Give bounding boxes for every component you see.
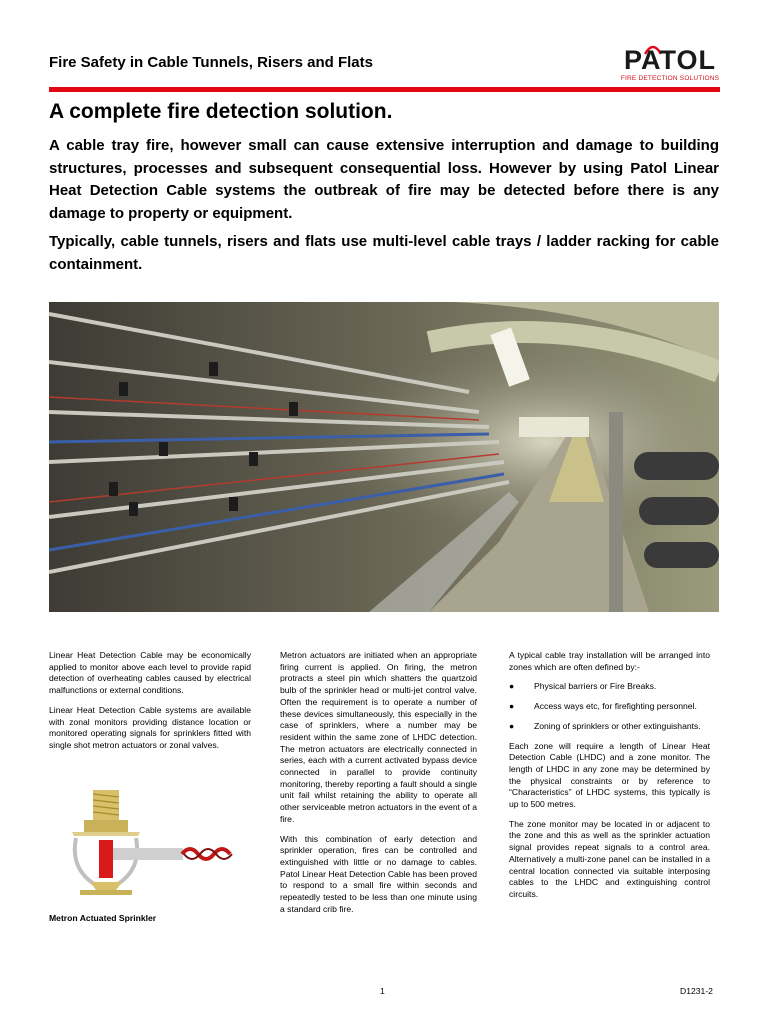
body-paragraph: Linear Heat Detection Cable may be economically applied to monitor above each level to provide rapid detection of overheating cables caused by electrical malfunctions or external conditions. — [49, 650, 251, 696]
figure-caption: Metron Actuated Sprinkler — [49, 913, 157, 923]
header-rule — [49, 87, 720, 92]
page-heading: A complete fire detection solution. — [49, 100, 393, 123]
body-paragraph: With this combination of early detection and sprinkler operation, fires can be controlled and extinguished with little or no damage to cables. Patol Linear Heat Detection Cable has been proved to respond to a small fire within seconds and repeatedly tested to be less than one minute using a standard crib fire. — [280, 833, 477, 914]
column-2 — [280, 650, 477, 923]
column-1 — [49, 650, 251, 760]
patol-logo — [618, 45, 722, 85]
body-paragraph: Metron actuators are initiated when an appropriate firing current is applied. On firing, the metron protracts a steel pin which shatters the quartzoid bulb of the sprinkler head or multi-jet control valve. Often the requirement is to operate a number of these devices simultaneously, this especially in the case of sprinklers, where a number may be resident within the same zone of LHDC detection. The metron actuators are electrically connected in series, each with a current activated bypass device connected in parallel to provide continuity monitoring, thereby reporting a fault should a single unit fail whilst retaining the ability to operate all other serviceable metron actuators in the event of a fire. — [280, 650, 477, 824]
intro-paragraph: Typically, cable tunnels, risers and flats use multi-level cable trays / ladder racking for cable containment. — [49, 233, 719, 273]
logo-wordmark: PATOL — [624, 45, 716, 75]
bullet-icon: ● — [509, 701, 515, 712]
bullet-icon: ● — [509, 720, 515, 731]
list-item: ● Zoning of sprinklers or other extinguishants. — [509, 720, 701, 731]
intro-text — [49, 135, 719, 282]
list-item: ● Access ways etc, for firefighting personnel. — [509, 701, 697, 712]
logo-tagline: FIRE DETECTION SOLUTIONS — [620, 75, 720, 82]
intro-paragraph: A cable tray fire, however small can cause extensive interruption and damage to building structures, processes and subsequent consequential loss. However by using Patol Linear Heat Detection Cable systems the outbreak of fire may be detected before there is any damage to property or equipment. — [49, 137, 719, 222]
document-title: Fire Safety in Cable Tunnels, Risers and Flats — [49, 54, 373, 71]
zone-criteria-list — [509, 681, 710, 732]
cable-tunnel-photo — [49, 302, 719, 612]
column-3 — [509, 650, 710, 909]
metron-sprinkler-illustration — [66, 786, 236, 906]
page-number: 1 — [380, 986, 385, 996]
list-item: ● Physical barriers or Fire Breaks. — [509, 681, 657, 692]
body-paragraph: A typical cable tray installation will be arranged into zones which are often defined by:- — [509, 650, 710, 672]
body-paragraph: The zone monitor may be located in or adjacent to the zone and this as well as the sprinkler actuation signal provides repeat signals to a control area. Alternatively a multi-zone panel can be installed in a central location connected via suitable interposing cables to the LHDC and extinguishing control circuits. — [509, 818, 710, 899]
body-paragraph: Linear Heat Detection Cable systems are available with zonal monitors providing distance location or monitored operating signals for sprinklers fitted with single shot metron actuators or zonal valves. — [49, 704, 251, 750]
body-paragraph: Each zone will require a length of Linear Heat Detection Cable (LHDC) and a zone monitor. The length of LHDC in any zone may be determined by the physical constraints or by reference to “Characteristics” of LHDC systems, this typically is up to 500 metres. — [509, 740, 710, 810]
document-code: D1231-2 — [680, 986, 713, 996]
bullet-icon: ● — [509, 681, 515, 692]
